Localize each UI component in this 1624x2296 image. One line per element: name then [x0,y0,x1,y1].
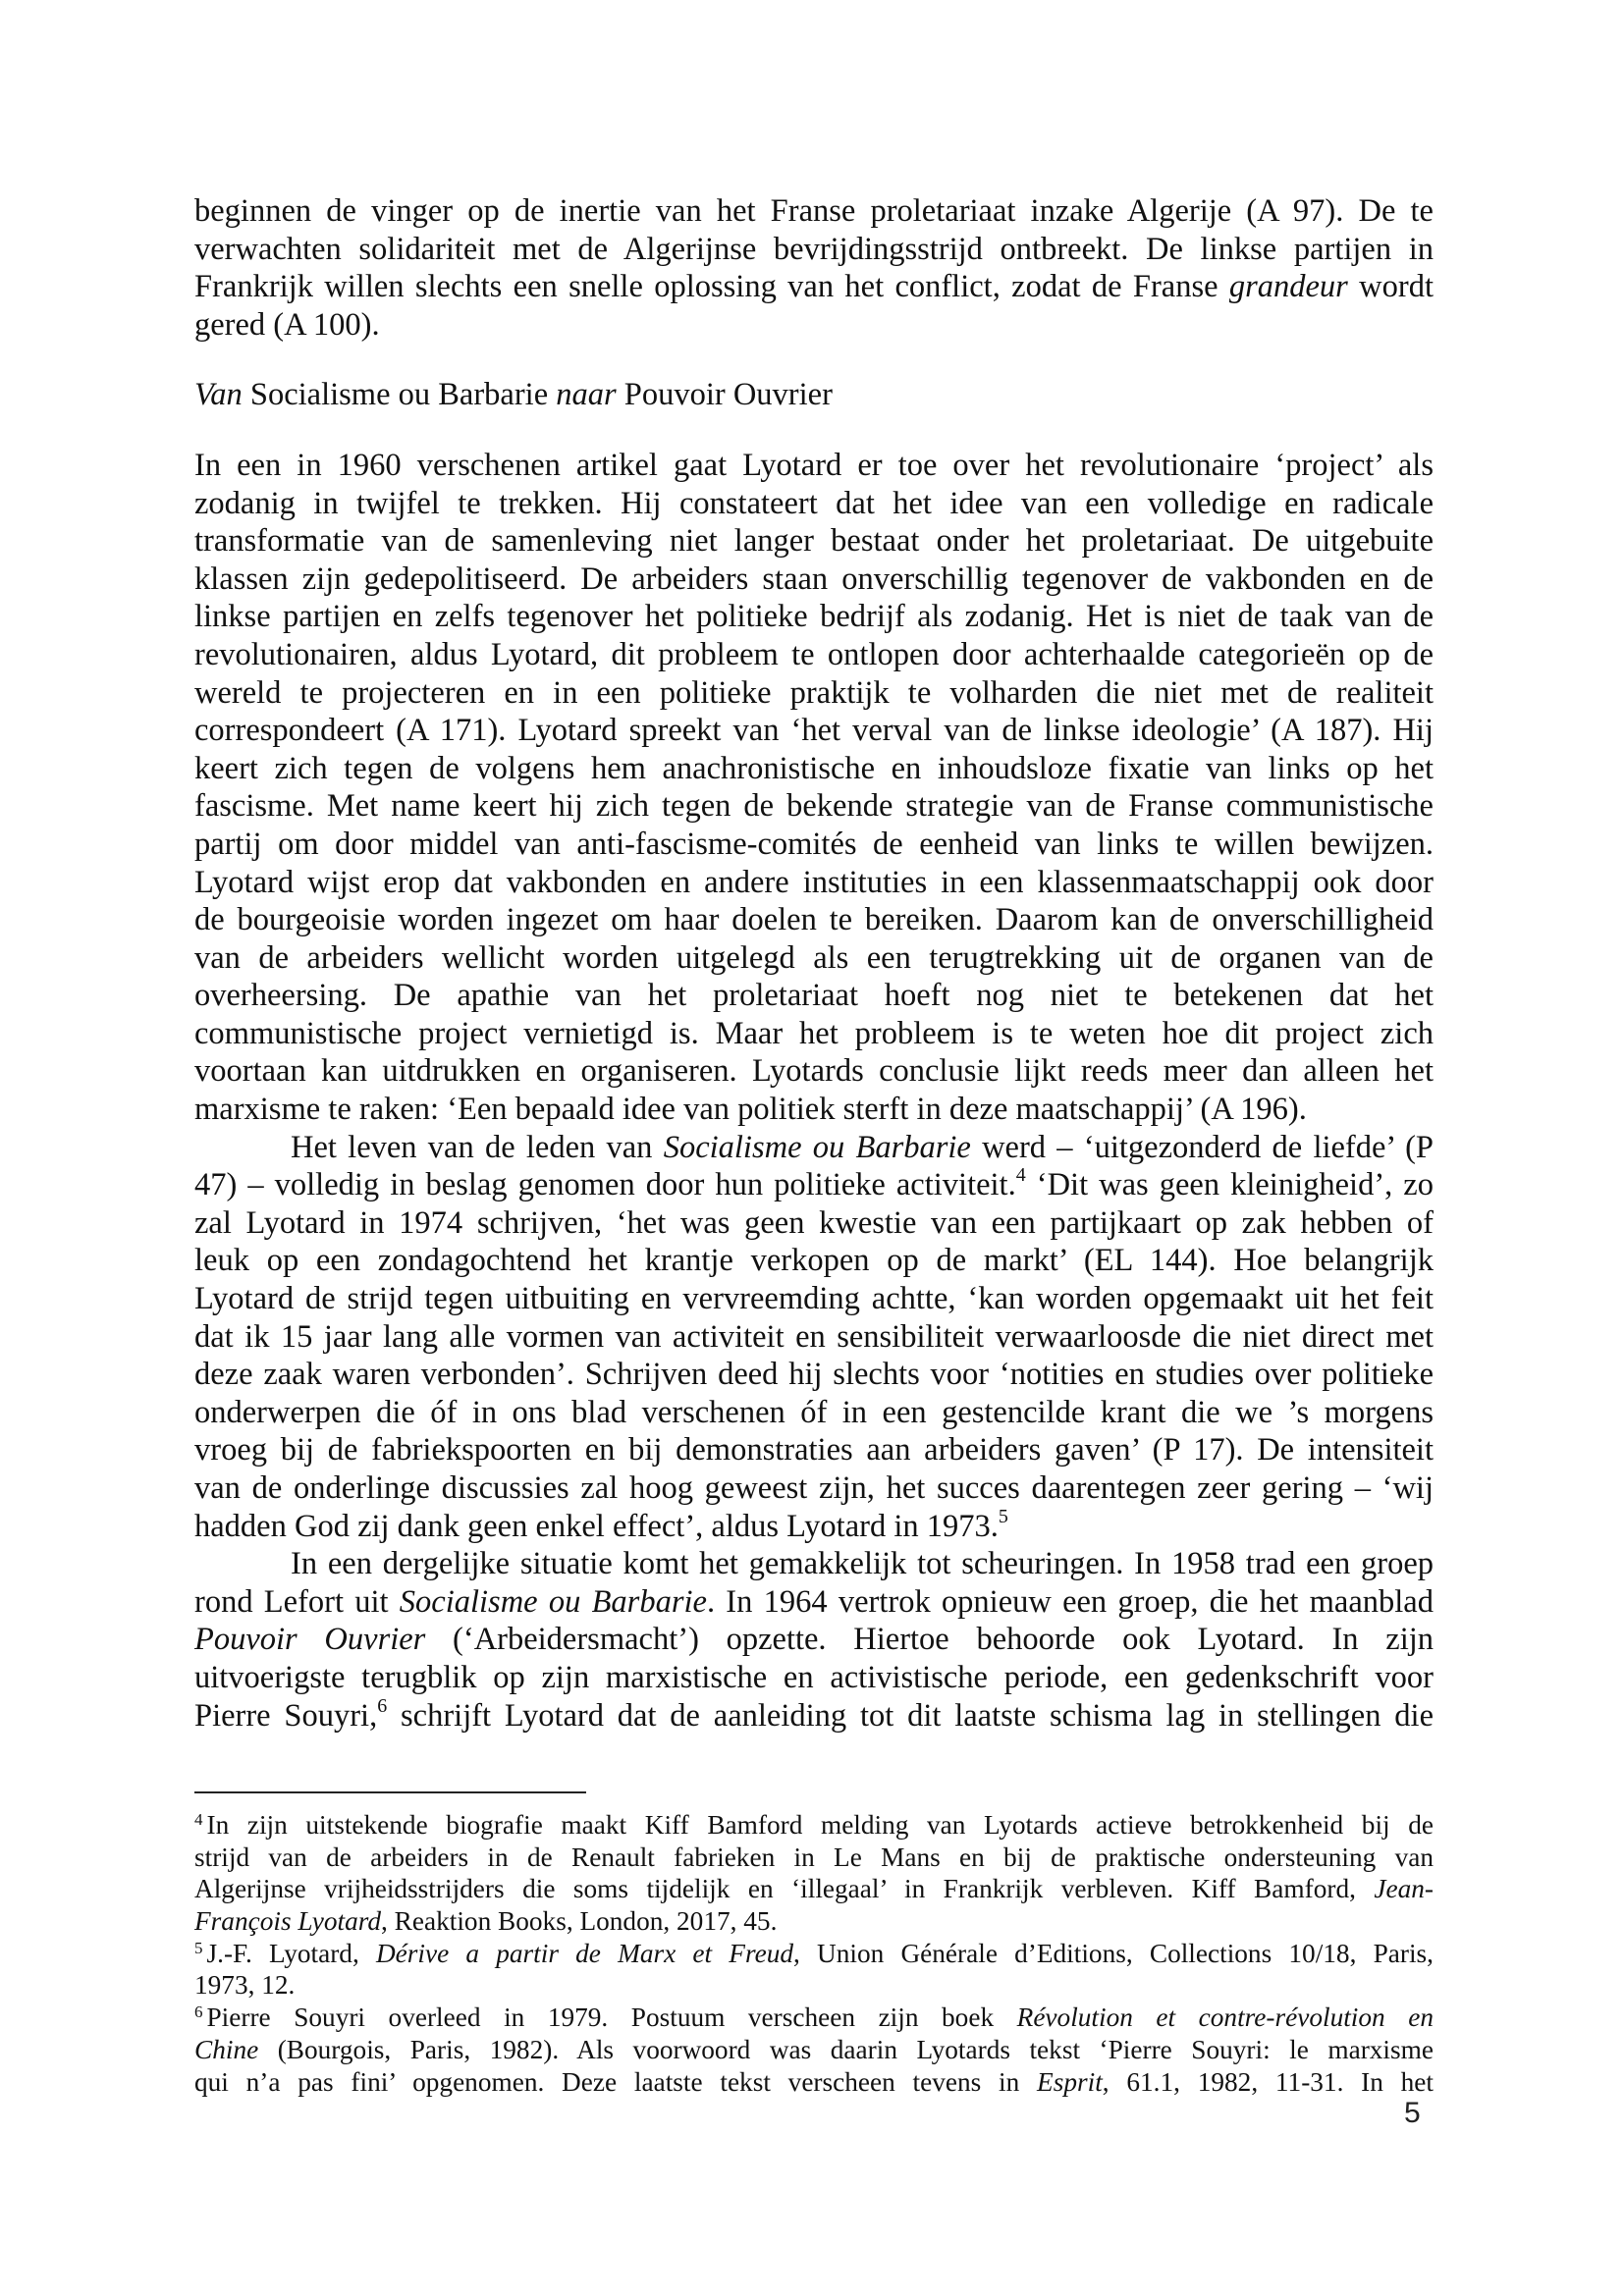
footnote-separator [194,1791,586,1793]
text-line: deze zaak waren verbonden’. Schrijven deed hij slechts voor ‘notities en studies over politieke [194,1357,1434,1393]
footnote-ref[interactable]: 4 [1015,1164,1026,1187]
text-line: marxisme te raken: ‘Een bepaald idee van politiek sterft in deze maatschappij’ (A 196). [194,1092,1307,1128]
text-line: hadden God zij dank geen enkel effect’, aldus Lyotard in 1973.$^5$ [194,1505,1008,1544]
footnote-6 [194,2002,1434,2098]
text-line: van de onderlinge discussies zal hoog geweest zijn, het succes daarentegen zeer gering – ‘wij [194,1470,1434,1506]
text-line: zodanig in twijfel te trekken. Hij constateert dat het idee van een volledige en radicale [194,485,1434,521]
text-line: dat ik 15 jaar lang alle vormen van activiteit en sensibiliteit verwaarloosde die niet direct met [194,1318,1434,1355]
footnotes [194,1809,1434,2098]
paragraph-3 [194,1545,1434,1735]
footnote-ref[interactable]: 6 [377,1694,388,1717]
page-number: 5 [1404,2097,1421,2129]
opening-paragraph [194,192,1434,344]
paragraph-2 [194,1129,1434,1546]
text-line: linkse partijen en zelfs tegenover het politieke bedrijf als zodanig. Het is niet de taak van de [194,599,1434,635]
text-line: vroeg bij de fabriekspoorten en bij demonstraties aan arbeiders gaven’ (P 17). De intensiteit [194,1432,1434,1468]
footnote-5 [194,1938,1434,2002]
text-line: verwachten solidariteit met de Algerijnse bevrijdingsstrijd ontbreekt. De linkse partijen in [194,231,1434,267]
text-line: Frankrijk willen slechts een snelle oplossing van het conflict, zodat de Franse grandeur wordt [194,269,1434,305]
footnote-line: qui n’a pas fini’ opgenomen. Deze laatste tekst verscheen tevens in Esprit, 61.1, 1982, 11-31. In het [194,2066,1435,2097]
footnote-line: Chine (Bourgois, Paris, 1982). Als voorwoord was daarin Lyotards tekst ‘Pierre Souyri: le marxisme [194,2034,1434,2064]
text-line: beginnen de vinger op de inertie van het Franse proletariaat inzake Algerije (A 97). De te [194,193,1434,229]
footnote-4 [194,1809,1434,1938]
text-line: communistische project vernietigd is. Maar het probleem is te weten hoe dit project zich [194,1015,1434,1051]
text-line: wereld te projecteren en in een politieke praktijk te volharden die niet met de realiteit [194,674,1434,711]
text-line: revolutionairen, aldus Lyotard, dit probleem te ontlopen door achterhaalde categorieën op de [194,636,1434,672]
footnote-line: strijd van de arbeiders in de Renault fabrieken in Le Mans en bij de praktische ondersteuning van [194,1842,1434,1872]
footnote-ref[interactable]: 5 [998,1505,1008,1527]
footnote-line: 1973, 12. [194,1970,296,2001]
text-line: partij om door middel van anti-fascisme-comités de eenheid van links te willen bewijzen. [194,826,1434,862]
footnote-line: $^6$ Pierre Souyri overleed in 1979. Postuum verscheen zijn boek Révolution et contre-révolution en [194,2002,1434,2033]
text-line: Pierre Souyri,$^6$ schrijft Lyotard dat de aanleiding tot dit laatste schisma lag in stellingen die [194,1694,1434,1734]
footnote-line: Algerijnse vrijheidsstrijders die soms tijdelijk en ‘illegaal’ in Frankrijk verbleven. Kiff Bamford, Jean- [194,1874,1434,1904]
text-line: Lyotard wijst erop dat vakbonden en andere instituties in een klassenmaatschappij ook door [194,864,1434,900]
text-line: Pouvoir Ouvrier (‘Arbeidersmacht’) opzette. Hiertoe behoorde ook Lyotard. In zijn [194,1622,1434,1658]
text-line: Het leven van de leden van Socialisme ou Barbarie werd – ‘uitgezonderd de liefde’ (P [291,1129,1434,1165]
text-line: 47) – volledig in beslag genomen door hun politieke activiteit.$^4$ ‘Dit was geen kleinigheid’, zo [194,1164,1434,1203]
text-line: van de arbeiders wellicht worden uitgelegd als een terugtrekking uit de organen van de [194,939,1434,976]
text-line: gered (A 100). [194,306,380,343]
footnote-line: $^4$ In zijn uitstekende biografie maakt Kiff Bamford melding van Lyotards actieve betrokkenheid bij de [194,1810,1434,1840]
text-line: In een in 1960 verschenen artikel gaat Lyotard er toe over het revolutionaire ‘project’ als [194,447,1434,483]
text-line: fascisme. Met name keert hij zich tegen de bekende strategie van de Franse communistische [194,788,1434,825]
section-heading: Van Socialisme ou Barbarie naar Pouvoir Ouvrier [194,377,833,413]
text-line: transformatie van de samenleving niet langer bestaat onder het proletariaat. De uitgebuite [194,523,1434,560]
footnote-line: François Lyotard, Reaktion Books, London, 2017, 45. [194,1906,778,1937]
text-line: In een dergelijke situatie komt het gemakkelijk tot scheuringen. In 1958 trad een groep [291,1546,1434,1582]
text-line: uitvoerigste terugblik op zijn marxistische en activistische periode, een gedenkschrift voor [194,1659,1434,1695]
text-line: leuk op een zondagochtend het krantje verkopen op de markt’ (EL 144). Hoe belangrijk [194,1243,1434,1279]
text-line: de bourgeoisie worden ingezet om haar doelen te bereiken. Daarom kan de onverschilligheid [194,902,1434,938]
text-line: overheersing. De apathie van het proletariaat hoeft nog niet te betekenen dat het [194,978,1434,1014]
text-line: keert zich tegen de volgens hem anachronistische en inhoudsloze fixatie van links op het [194,750,1434,786]
text-line: klassen zijn gedepolitiseerd. De arbeiders staan onverschillig tegenover de vakbonden en de [194,561,1434,597]
text-line: correspondeert (A 171). Lyotard spreekt van ‘het verval van de linkse ideologie’ (A 187). Hij [194,713,1434,749]
text-line: Lyotard de strijd tegen uitbuiting en vervreemding achtte, ‘kan worden opgemaakt uit het feit [194,1281,1434,1317]
text-line: rond Lefort uit Socialisme ou Barbarie. In 1964 vertrok opnieuw een groep, die het maanblad [194,1583,1434,1620]
text-line: voortaan kan uitdrukken en organiseren. Lyotards conclusie lijkt reeds meer dan alleen het [194,1053,1434,1090]
footnote-line: $^5$ J.-F. Lyotard, Dérive a partir de Marx et Freud, Union Générale d’Editions, Collections 10/18, Paris, [194,1938,1434,1968]
paragraph-1 [194,447,1434,1129]
page-body [194,192,1434,1735]
text-line: zal Lyotard in 1974 schrijven, ‘het was geen kwestie van een partijkaart op zak hebben of [194,1204,1434,1241]
text-line: onderwerpen die óf in ons blad verschenen óf in een gestencilde krant die we ’s morgens [194,1394,1434,1430]
